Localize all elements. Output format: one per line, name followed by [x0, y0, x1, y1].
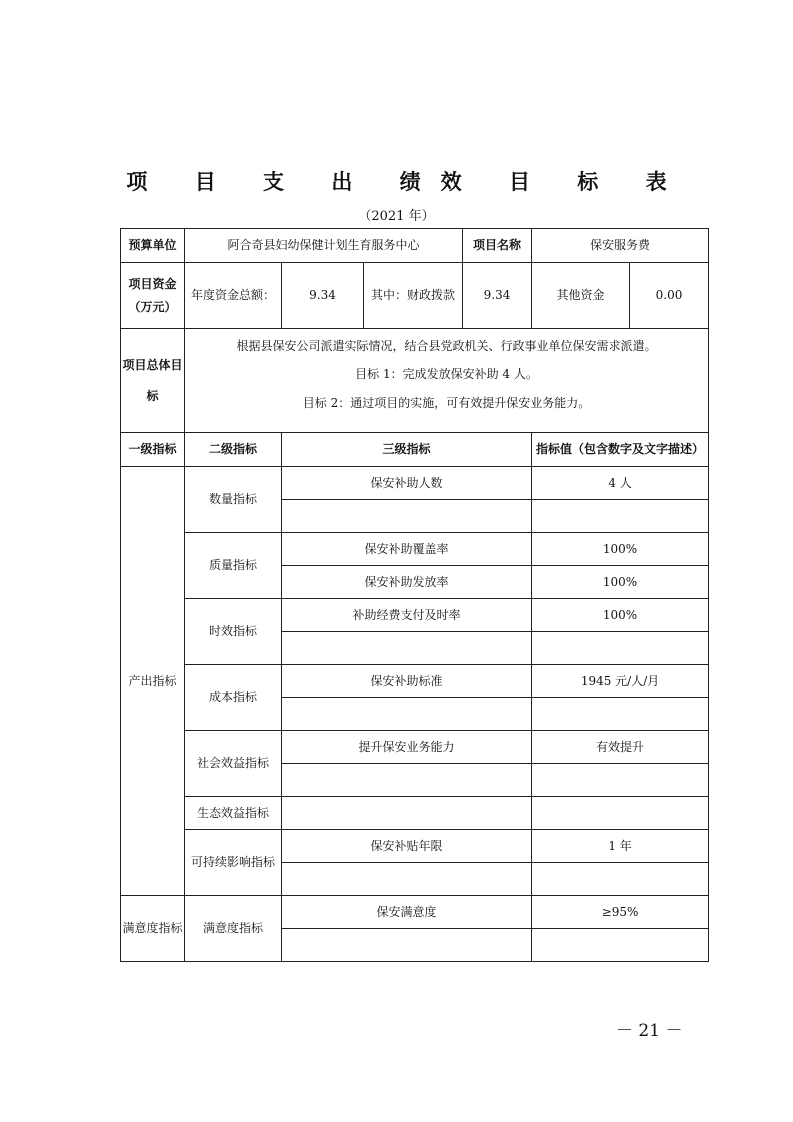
indicator-value: 100%	[532, 533, 709, 566]
other-funds-value: 0.00	[630, 263, 709, 329]
fiscal-funds-label: 其中：财政拨款	[364, 263, 463, 329]
indicator-name	[282, 500, 532, 533]
goals-label	[121, 329, 185, 433]
goal-line: 目标 2：通过项目的实施，可有效提升保安业务能力。	[302, 395, 591, 410]
level1-satisfaction: 满意度指标	[121, 896, 185, 962]
goals-label-line2: 标	[146, 388, 159, 403]
indicator-value: 100%	[532, 599, 709, 632]
total-funds-value: 9.34	[282, 263, 364, 329]
page-title: 项 目 支 出 绩效 目 标 表	[126, 169, 687, 194]
funds-label	[121, 263, 185, 329]
header-level2: 二级指标	[185, 433, 282, 467]
table-row	[121, 533, 709, 566]
page-number: － 21 －	[616, 1021, 683, 1041]
level2-sustainable: 可持续影响指标	[185, 830, 282, 896]
indicator-name	[282, 797, 532, 830]
funds-label-line2: （万元）	[128, 299, 177, 314]
indicator-name: 保安补助人数	[282, 467, 532, 500]
table-row	[121, 263, 709, 329]
table-row	[121, 731, 709, 764]
indicator-name: 提升保安业务能力	[282, 731, 532, 764]
indicator-value	[532, 500, 709, 533]
total-funds-label: 年度资金总额：	[185, 263, 282, 329]
table-row	[121, 830, 709, 863]
project-name-value: 保安服务费	[532, 229, 709, 263]
indicator-name	[282, 698, 532, 731]
goal-line: 目标 1：完成发放保安补助 4 人。	[355, 367, 538, 382]
level1-output: 产出指标	[121, 467, 185, 896]
indicator-value	[532, 863, 709, 896]
table-row	[121, 599, 709, 632]
indicator-value	[532, 632, 709, 665]
indicator-name: 保安补助发放率	[282, 566, 532, 599]
indicator-value: 1 年	[532, 830, 709, 863]
level2-quality: 质量指标	[185, 533, 282, 599]
level2-satisfaction: 满意度指标	[185, 896, 282, 962]
level2-quantity: 数量指标	[185, 467, 282, 533]
indicator-name: 保安补助标准	[282, 665, 532, 698]
fiscal-funds-value: 9.34	[463, 263, 532, 329]
table-header-row	[121, 433, 709, 467]
header-level3: 三级指标	[282, 433, 532, 467]
budget-unit-label: 预算单位	[121, 229, 185, 263]
project-name-label: 项目名称	[463, 229, 532, 263]
indicator-name: 保安补贴年限	[282, 830, 532, 863]
budget-unit-value: 阿合奇县妇幼保健计划生育服务中心	[185, 229, 463, 263]
indicator-value: 4 人	[532, 467, 709, 500]
indicator-name	[282, 863, 532, 896]
indicator-value: 有效提升	[532, 731, 709, 764]
indicator-name	[282, 764, 532, 797]
header-level1: 一级指标	[121, 433, 185, 467]
indicator-value: ≥95%	[532, 896, 709, 929]
funds-label-line1: 项目资金	[128, 277, 177, 292]
goals-label-line1: 项目总体目	[122, 358, 183, 373]
other-funds-label: 其他资金	[532, 263, 630, 329]
performance-table	[120, 228, 709, 962]
year-label: （2021 年）	[358, 209, 435, 224]
level2-cost: 成本指标	[185, 665, 282, 731]
header-value: 指标值（包含数字及文字描述）	[532, 433, 709, 467]
indicator-name: 补助经费支付及时率	[282, 599, 532, 632]
level2-ecological: 生态效益指标	[185, 797, 282, 830]
table-row	[121, 665, 709, 698]
indicator-value	[532, 797, 709, 830]
indicator-value	[532, 764, 709, 797]
indicator-value: 100%	[532, 566, 709, 599]
indicator-value	[532, 929, 709, 962]
indicator-name: 保安补助覆盖率	[282, 533, 532, 566]
indicator-name	[282, 632, 532, 665]
goals-content	[185, 329, 709, 433]
indicator-name	[282, 929, 532, 962]
goal-line: 根据县保安公司派遣实际情况，结合县党政机关、行政事业单位保安需求派遣。	[236, 339, 657, 354]
level2-timeliness: 时效指标	[185, 599, 282, 665]
indicator-value	[532, 698, 709, 731]
indicator-value: 1945 元/人/月	[532, 665, 709, 698]
table-row	[121, 467, 709, 500]
table-row	[121, 329, 709, 433]
table-row	[121, 229, 709, 263]
level2-social: 社会效益指标	[185, 731, 282, 797]
table-row	[121, 797, 709, 830]
indicator-name: 保安满意度	[282, 896, 532, 929]
table-row	[121, 896, 709, 929]
